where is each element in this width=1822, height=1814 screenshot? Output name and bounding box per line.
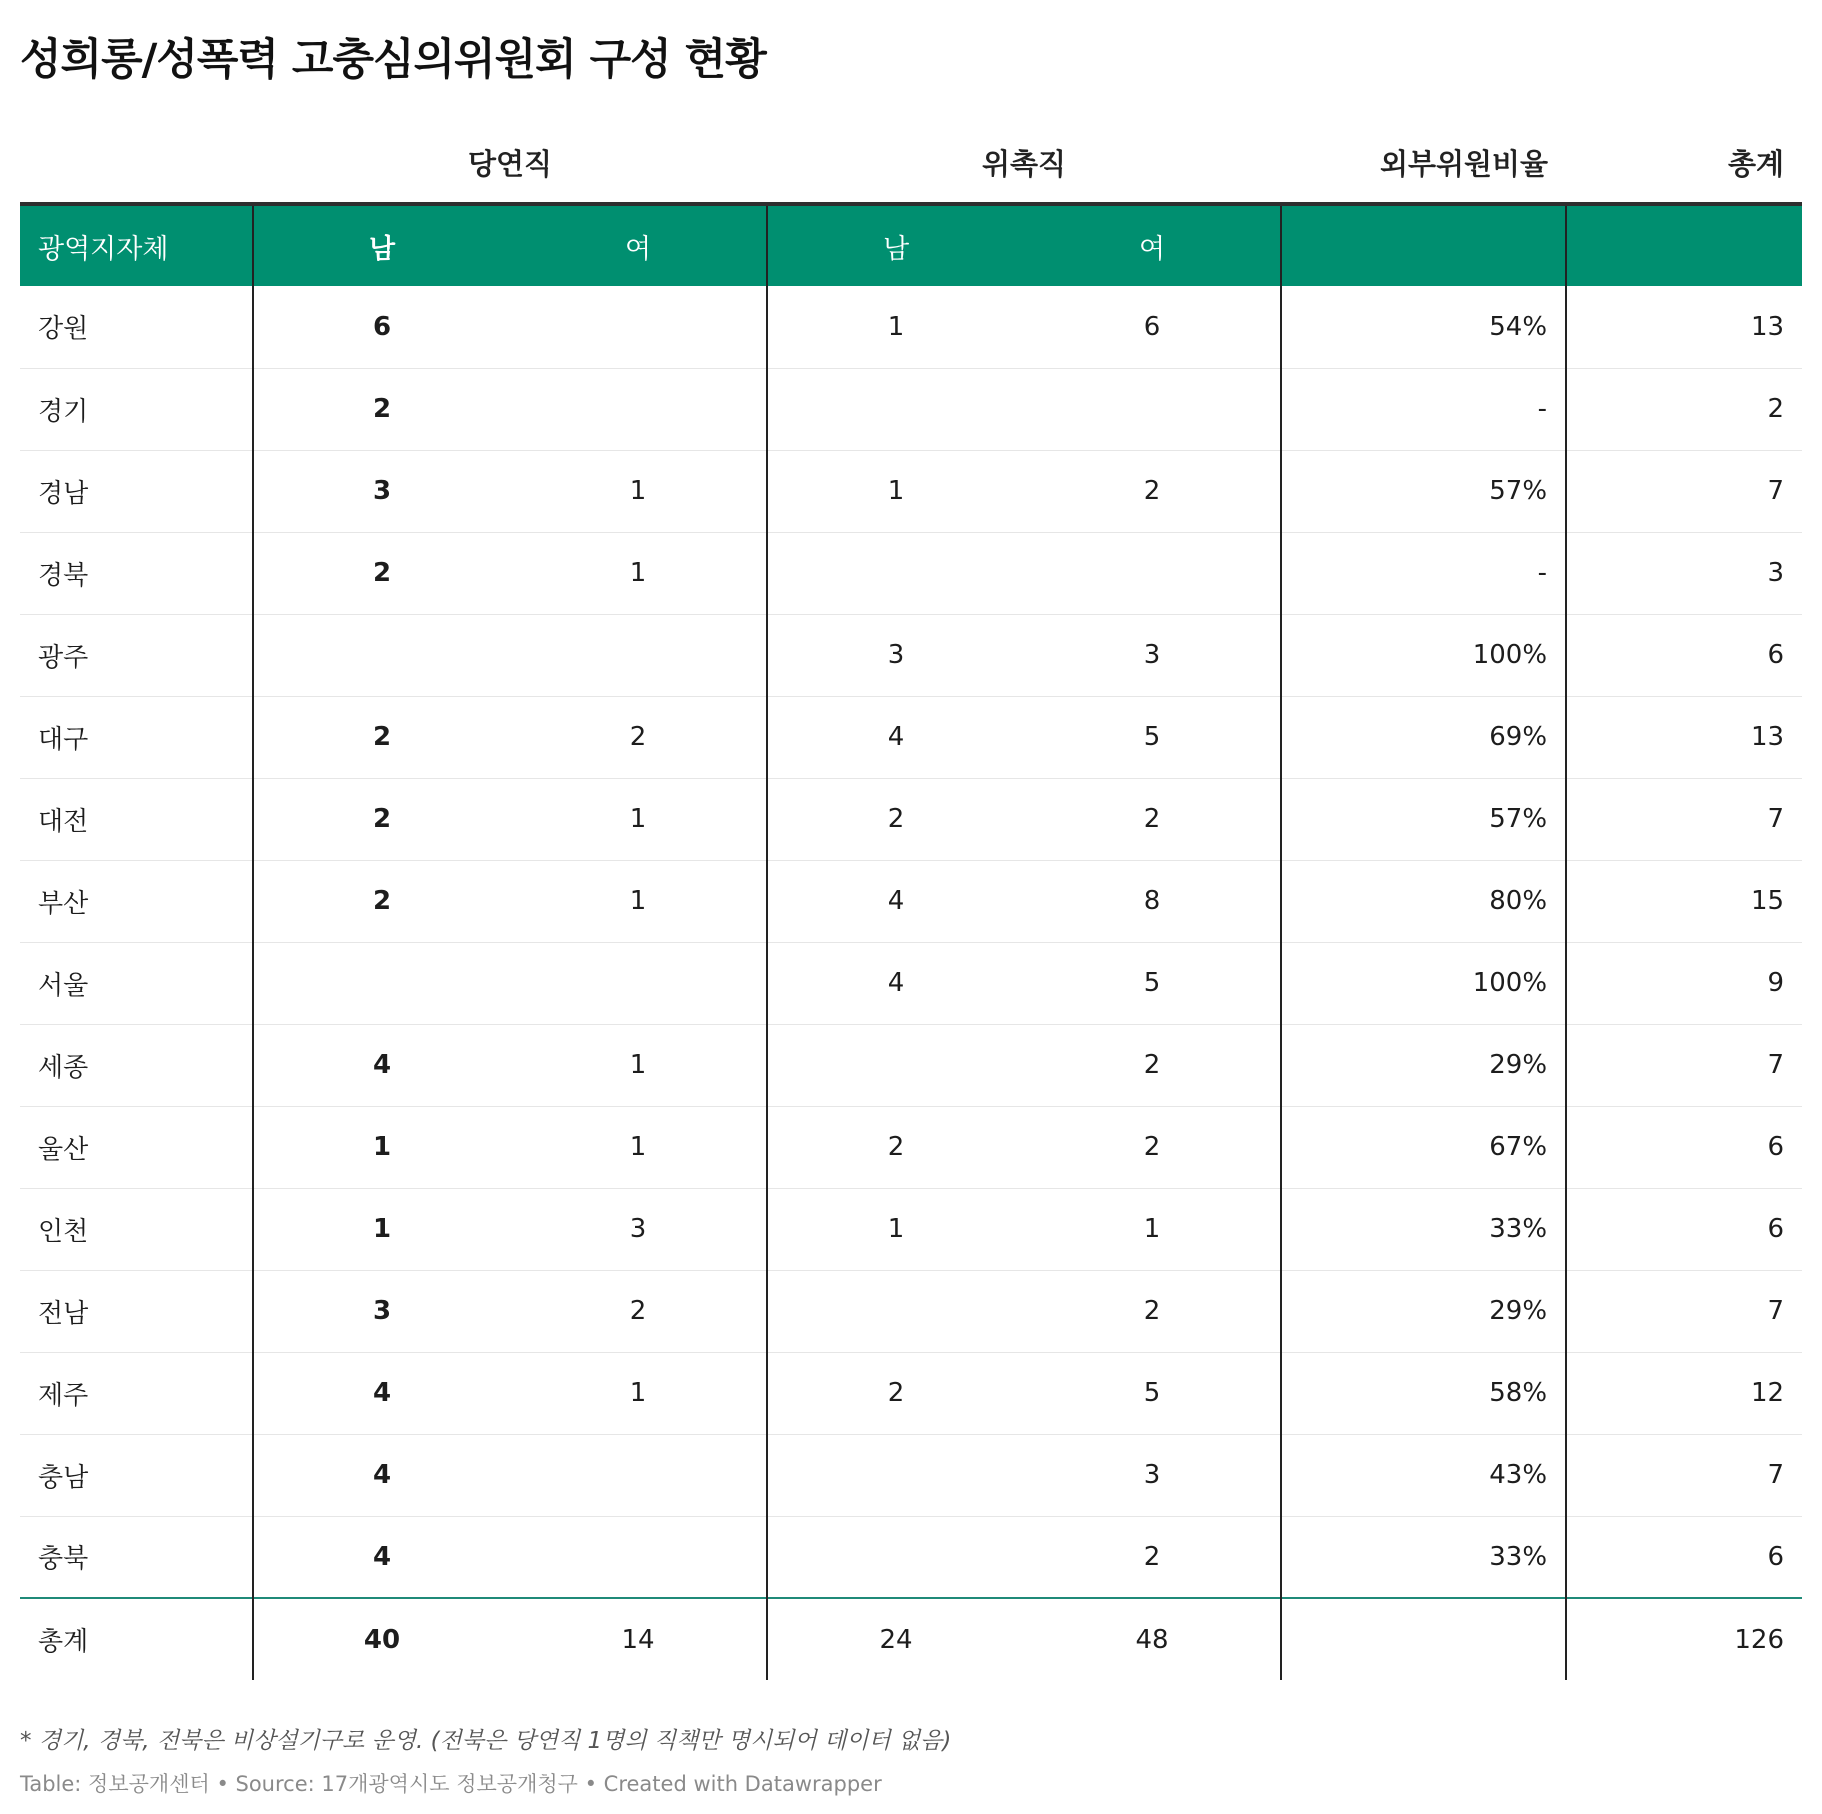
appointed-male-cell: 2 xyxy=(767,1106,1024,1188)
table-row xyxy=(20,450,1802,532)
total-cell: 6 xyxy=(1566,614,1802,696)
appointed-female-cell: 5 xyxy=(1024,696,1281,778)
appointed-female-cell: 3 xyxy=(1024,614,1281,696)
ex-officio-male-cell xyxy=(253,942,510,1024)
appointed-male-cell: 24 xyxy=(767,1598,1024,1680)
region-cell: 제주 xyxy=(20,1352,253,1434)
ex-officio-male-cell: 4 xyxy=(253,1434,510,1516)
group-header-total: 총계 xyxy=(1728,146,1785,181)
appointed-female-cell xyxy=(1024,368,1281,450)
total-cell: 6 xyxy=(1566,1106,1802,1188)
table-row xyxy=(20,1106,1802,1188)
ex-officio-male-cell: 2 xyxy=(253,778,510,860)
ex-officio-male-cell: 6 xyxy=(253,286,510,368)
ex-officio-male-cell: 40 xyxy=(253,1598,510,1680)
total-cell: 15 xyxy=(1566,860,1802,942)
total-cell: 7 xyxy=(1566,1024,1802,1106)
ex-officio-female-cell: 1 xyxy=(510,778,767,860)
total-cell: 2 xyxy=(1566,368,1802,450)
external-ratio-cell xyxy=(1281,1598,1566,1680)
table-row xyxy=(20,286,1802,368)
total-cell: 13 xyxy=(1566,286,1802,368)
external-ratio-cell: - xyxy=(1281,532,1566,614)
appointed-female-cell: 5 xyxy=(1024,1352,1281,1434)
column-header-ex-officio-male: 남 xyxy=(253,204,510,286)
ex-officio-male-cell: 4 xyxy=(253,1024,510,1106)
column-header-appointed-female: 여 xyxy=(1024,204,1281,286)
region-cell: 충북 xyxy=(20,1516,253,1598)
ex-officio-male-cell: 2 xyxy=(253,532,510,614)
appointed-male-cell: 1 xyxy=(767,286,1024,368)
external-ratio-cell: 67% xyxy=(1281,1106,1566,1188)
ex-officio-male-cell: 1 xyxy=(253,1106,510,1188)
appointed-male-cell xyxy=(767,1516,1024,1598)
appointed-male-cell: 4 xyxy=(767,942,1024,1024)
ex-officio-male-cell xyxy=(253,614,510,696)
ex-officio-female-cell: 1 xyxy=(510,1106,767,1188)
region-cell: 광주 xyxy=(20,614,253,696)
table-row xyxy=(20,1270,1802,1352)
total-cell: 12 xyxy=(1566,1352,1802,1434)
ex-officio-male-cell: 4 xyxy=(253,1352,510,1434)
page-title: 성희롱/성폭력 고충심의위원회 구성 현황 xyxy=(20,35,766,85)
appointed-male-cell: 1 xyxy=(767,1188,1024,1270)
external-ratio-cell: 43% xyxy=(1281,1434,1566,1516)
appointed-male-cell: 2 xyxy=(767,778,1024,860)
appointed-female-cell: 2 xyxy=(1024,1024,1281,1106)
appointed-female-cell: 1 xyxy=(1024,1188,1281,1270)
external-ratio-cell: 58% xyxy=(1281,1352,1566,1434)
total-cell: 3 xyxy=(1566,532,1802,614)
appointed-male-cell xyxy=(767,1270,1024,1352)
external-ratio-cell: 54% xyxy=(1281,286,1566,368)
appointed-male-cell xyxy=(767,1434,1024,1516)
external-ratio-cell: 29% xyxy=(1281,1024,1566,1106)
total-cell: 6 xyxy=(1566,1188,1802,1270)
table-row xyxy=(20,942,1802,1024)
table-row xyxy=(20,1352,1802,1434)
ex-officio-female-cell: 1 xyxy=(510,450,767,532)
appointed-female-cell: 2 xyxy=(1024,1516,1281,1598)
region-cell: 전남 xyxy=(20,1270,253,1352)
external-ratio-cell: 29% xyxy=(1281,1270,1566,1352)
table-row xyxy=(20,1188,1802,1270)
ex-officio-male-cell: 2 xyxy=(253,860,510,942)
external-ratio-cell: 57% xyxy=(1281,450,1566,532)
table-row xyxy=(20,368,1802,450)
column-header-external-ratio xyxy=(1281,204,1566,286)
ex-officio-female-cell xyxy=(510,942,767,1024)
region-cell: 부산 xyxy=(20,860,253,942)
external-ratio-cell: 69% xyxy=(1281,696,1566,778)
ex-officio-female-cell: 1 xyxy=(510,532,767,614)
total-cell: 6 xyxy=(1566,1516,1802,1598)
region-cell: 대전 xyxy=(20,778,253,860)
total-cell: 7 xyxy=(1566,1270,1802,1352)
column-header-total xyxy=(1566,204,1802,286)
table-row xyxy=(20,1024,1802,1106)
external-ratio-cell: 57% xyxy=(1281,778,1566,860)
group-header-spacer xyxy=(20,122,253,204)
group-header-row xyxy=(20,122,1802,204)
group-header-appointed: 위촉직 xyxy=(982,146,1067,181)
appointed-male-cell: 3 xyxy=(767,614,1024,696)
appointed-male-cell: 4 xyxy=(767,696,1024,778)
total-row xyxy=(20,1598,1802,1680)
table-row xyxy=(20,1516,1802,1598)
region-cell: 인천 xyxy=(20,1188,253,1270)
column-header-ex-officio-female: 여 xyxy=(510,204,767,286)
region-cell: 세종 xyxy=(20,1024,253,1106)
region-cell: 총계 xyxy=(20,1598,253,1680)
appointed-male-cell: 4 xyxy=(767,860,1024,942)
external-ratio-cell: - xyxy=(1281,368,1566,450)
external-ratio-cell: 33% xyxy=(1281,1188,1566,1270)
ex-officio-female-cell: 1 xyxy=(510,860,767,942)
appointed-female-cell: 2 xyxy=(1024,1106,1281,1188)
ex-officio-male-cell: 4 xyxy=(253,1516,510,1598)
ex-officio-female-cell xyxy=(510,614,767,696)
table-row xyxy=(20,696,1802,778)
ex-officio-female-cell: 14 xyxy=(510,1598,767,1680)
region-cell: 대구 xyxy=(20,696,253,778)
ex-officio-female-cell xyxy=(510,1516,767,1598)
group-header-ex-officio: 당연직 xyxy=(467,146,553,181)
ex-officio-female-cell: 2 xyxy=(510,1270,767,1352)
appointed-female-cell xyxy=(1024,532,1281,614)
ex-officio-female-cell xyxy=(510,1434,767,1516)
appointed-female-cell: 2 xyxy=(1024,1270,1281,1352)
total-cell: 13 xyxy=(1566,696,1802,778)
appointed-male-cell xyxy=(767,532,1024,614)
region-cell: 울산 xyxy=(20,1106,253,1188)
appointed-female-cell: 3 xyxy=(1024,1434,1281,1516)
group-header-external-ratio: 외부위원비율 xyxy=(1379,146,1549,181)
region-cell: 강원 xyxy=(38,314,89,345)
total-cell: 7 xyxy=(1566,450,1802,532)
appointed-male-cell: 1 xyxy=(767,450,1024,532)
table-row xyxy=(20,1434,1802,1516)
ex-officio-male-cell: 3 xyxy=(253,450,510,532)
total-cell: 7 xyxy=(1566,1434,1802,1516)
column-header-row xyxy=(20,204,1802,286)
ex-officio-female-cell: 2 xyxy=(510,696,767,778)
region-cell: 경남 xyxy=(20,450,253,532)
table-row xyxy=(20,778,1802,860)
region-cell: 충남 xyxy=(20,1434,253,1516)
ex-officio-female-cell: 1 xyxy=(510,1352,767,1434)
ex-officio-female-cell: 3 xyxy=(510,1188,767,1270)
table-row xyxy=(20,614,1802,696)
external-ratio-cell: 33% xyxy=(1281,1516,1566,1598)
appointed-female-cell: 48 xyxy=(1024,1598,1281,1680)
ex-officio-male-cell: 2 xyxy=(253,696,510,778)
appointed-female-cell: 6 xyxy=(1143,311,1161,342)
ex-officio-female-cell xyxy=(510,286,767,368)
table-row xyxy=(20,532,1802,614)
appointed-male-cell: 2 xyxy=(767,1352,1024,1434)
appointed-male-cell xyxy=(767,1024,1024,1106)
ex-officio-male-cell: 2 xyxy=(253,368,510,450)
external-ratio-cell: 100% xyxy=(1281,942,1566,1024)
region-cell: 서울 xyxy=(20,942,253,1024)
total-cell: 9 xyxy=(1566,942,1802,1024)
footnote: * 경기, 경북, 전북은 비상설기구로 운영. (전북은 당연직 1명의 직책만 명시되어 데이터 없음) xyxy=(20,1728,952,1754)
appointed-female-cell: 2 xyxy=(1024,450,1281,532)
data-table xyxy=(20,122,1802,1680)
appointed-female-cell: 2 xyxy=(1024,778,1281,860)
ex-officio-male-cell: 3 xyxy=(253,1270,510,1352)
table-row xyxy=(20,860,1802,942)
external-ratio-cell: 80% xyxy=(1281,860,1566,942)
appointed-female-cell: 5 xyxy=(1024,942,1281,1024)
column-header-region: 광역지자체 xyxy=(20,204,253,286)
appointed-female-cell: 8 xyxy=(1024,860,1281,942)
appointed-male-cell xyxy=(767,368,1024,450)
ex-officio-male-cell: 1 xyxy=(253,1188,510,1270)
table-body xyxy=(20,286,1802,1598)
ex-officio-female-cell: 1 xyxy=(510,1024,767,1106)
region-cell: 경기 xyxy=(20,368,253,450)
external-ratio-cell: 100% xyxy=(1281,614,1566,696)
column-header-appointed-male: 남 xyxy=(767,204,1024,286)
ex-officio-female-cell xyxy=(510,368,767,450)
region-cell: 경북 xyxy=(20,532,253,614)
total-cell: 126 xyxy=(1566,1598,1802,1680)
total-cell: 7 xyxy=(1566,778,1802,860)
source-line: Table: 정보공개센터 • Source: 17개광역시도 정보공개청구 • Created with Datawrapper xyxy=(20,1772,882,1796)
